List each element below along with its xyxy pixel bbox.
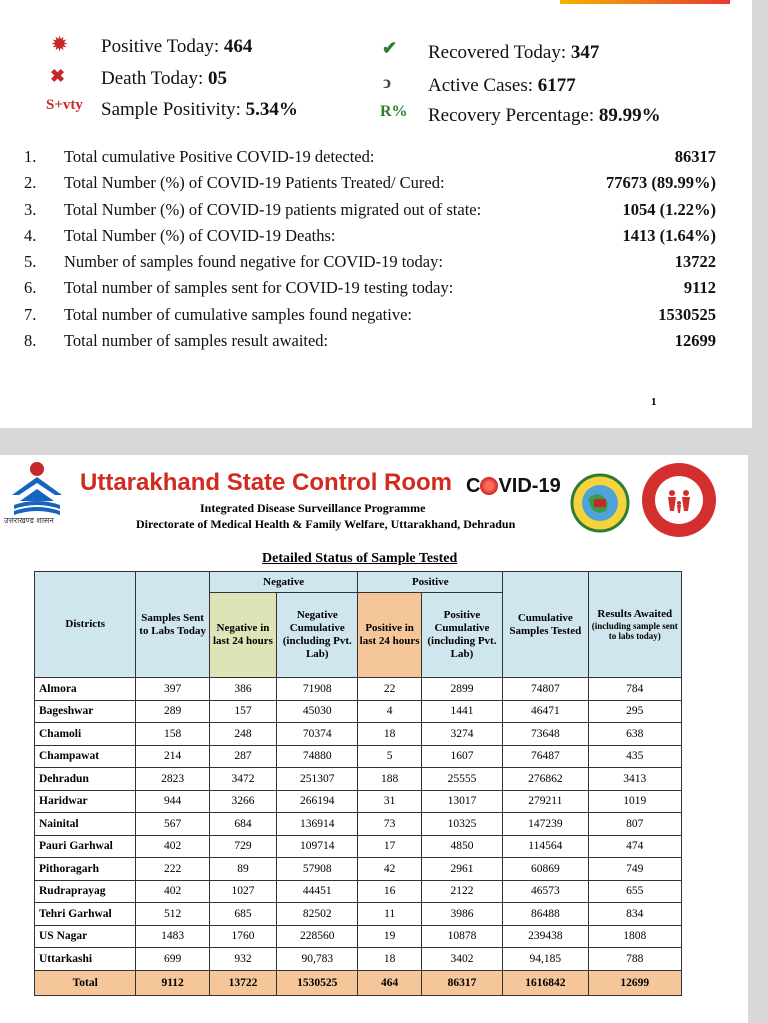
death-today: Death Today: 05: [101, 68, 228, 89]
list-item: 5. Number of samples found negative for COVID-19 today: 13722: [24, 252, 716, 272]
list-item: 2. Total Number (%) of COVID-19 Patients Treated/ Cured: 77673 (89.99%): [24, 173, 716, 193]
sample-status-page: [0, 455, 748, 1023]
summary-page: [0, 0, 752, 428]
col-group-positive: Positive: [358, 572, 503, 593]
table-row: Nainital 567 684 136914 73 10325 147239 807: [35, 813, 682, 836]
col-cumulative-tested: Cumulative Samples Tested: [503, 572, 588, 678]
death-icon: ✖: [50, 66, 66, 86]
table-row: Uttarkashi 699 932 90,783 18 3402 94,185 788: [35, 948, 682, 971]
table-row: Haridwar 944 3266 266194 31 13017 279211 1019: [35, 790, 682, 813]
table-row: Almora 397 386 71908 22 2899 74807 784: [35, 678, 682, 701]
idsp-globe-logo-icon: [570, 473, 630, 533]
recovered-today: Recovered Today: 347: [428, 42, 600, 63]
list-item: 1. Total cumulative Positive COVID-19 detected: 86317: [24, 147, 716, 166]
col-samples-sent: Samples Sent to Labs Today: [136, 572, 209, 678]
emblem-caption: उत्तराखण्ड शासन: [4, 516, 54, 525]
positive-today: Positive Today: 464: [101, 36, 253, 57]
recovered-icon: ✔: [382, 38, 398, 58]
list-item: 6. Total number of samples sent for COVID-19 testing today: 9112: [24, 278, 716, 298]
programme-subtitle: Integrated Disease Surveillance Programme: [200, 501, 426, 515]
nhm-logo-icon: [640, 461, 718, 539]
table-title: Detailed Status of Sample Tested: [262, 551, 458, 566]
col-results-awaited: Results Awaited (including sample sent to labs today): [588, 572, 681, 678]
table-row: Chamoli 158 248 70374 18 3274 73648 638: [35, 723, 682, 746]
col-negative-cumulative: Negative Cumulative (including Pvt. Lab): [277, 593, 358, 678]
table-row: Dehradun 2823 3472 251307 188 25555 276862 3413: [35, 768, 682, 791]
total-row: Total 9112 13722 1530525 464 86317 1616842 12699: [35, 970, 682, 995]
covid19-badge: C VID-19: [466, 475, 561, 497]
col-group-negative: Negative: [209, 572, 358, 593]
col-negative-24h: Negative in last 24 hours: [209, 593, 276, 678]
virus-icon: [480, 477, 498, 495]
cumulative-list: [24, 147, 744, 357]
active-icon: ↄ: [383, 72, 391, 92]
active-cases: Active Cases: 6177: [428, 75, 576, 96]
page-number: 1: [651, 396, 657, 408]
page-title: Uttarakhand State Control Room: [80, 469, 453, 496]
list-item: 4. Total Number (%) of COVID-19 Deaths: 1413 (1.64%): [24, 225, 716, 245]
virus-icon: ✹: [52, 34, 68, 54]
positivity-symbol: S+vty: [46, 97, 83, 113]
list-item: 7. Total number of cumulative samples found negative: 1530525: [24, 304, 716, 324]
recovery-symbol: R%: [380, 103, 408, 120]
table-row: Tehri Garhwal 512 685 82502 11 3986 86488 834: [35, 903, 682, 926]
sample-positivity: Sample Positivity: 5.34%: [101, 99, 298, 120]
directorate-subtitle: Directorate of Medical Health & Family Welfare, Uttarakhand, Dehradun: [136, 517, 516, 531]
col-districts: Districts: [35, 572, 136, 678]
table-row: US Nagar 1483 1760 228560 19 10878 239438 1808: [35, 925, 682, 948]
table-row: Champawat 214 287 74880 5 1607 76487 435: [35, 745, 682, 768]
col-positive-cumulative: Positive Cumulative (including Pvt. Lab): [421, 593, 502, 678]
table-row: Rudraprayag 402 1027 44451 16 2122 46573 655: [35, 880, 682, 903]
recovery-percentage: Recovery Percentage: 89.99%: [428, 105, 661, 126]
top-color-bar: [560, 0, 730, 4]
sample-status-table: [34, 571, 682, 996]
col-positive-24h: Positive in last 24 hours: [358, 593, 421, 678]
table-row: Pithoragarh 222 89 57908 42 2961 60869 749: [35, 858, 682, 881]
table-row: Pauri Garhwal 402 729 109714 17 4850 114564 474: [35, 835, 682, 858]
list-item: 3. Total Number (%) of COVID-19 patients migrated out of state: 1054 (1.22%): [24, 199, 716, 219]
table-row: Bageshwar 289 157 45030 4 1441 46471 295: [35, 700, 682, 723]
list-item: 8. Total number of samples result awaited: 12699: [24, 331, 716, 351]
